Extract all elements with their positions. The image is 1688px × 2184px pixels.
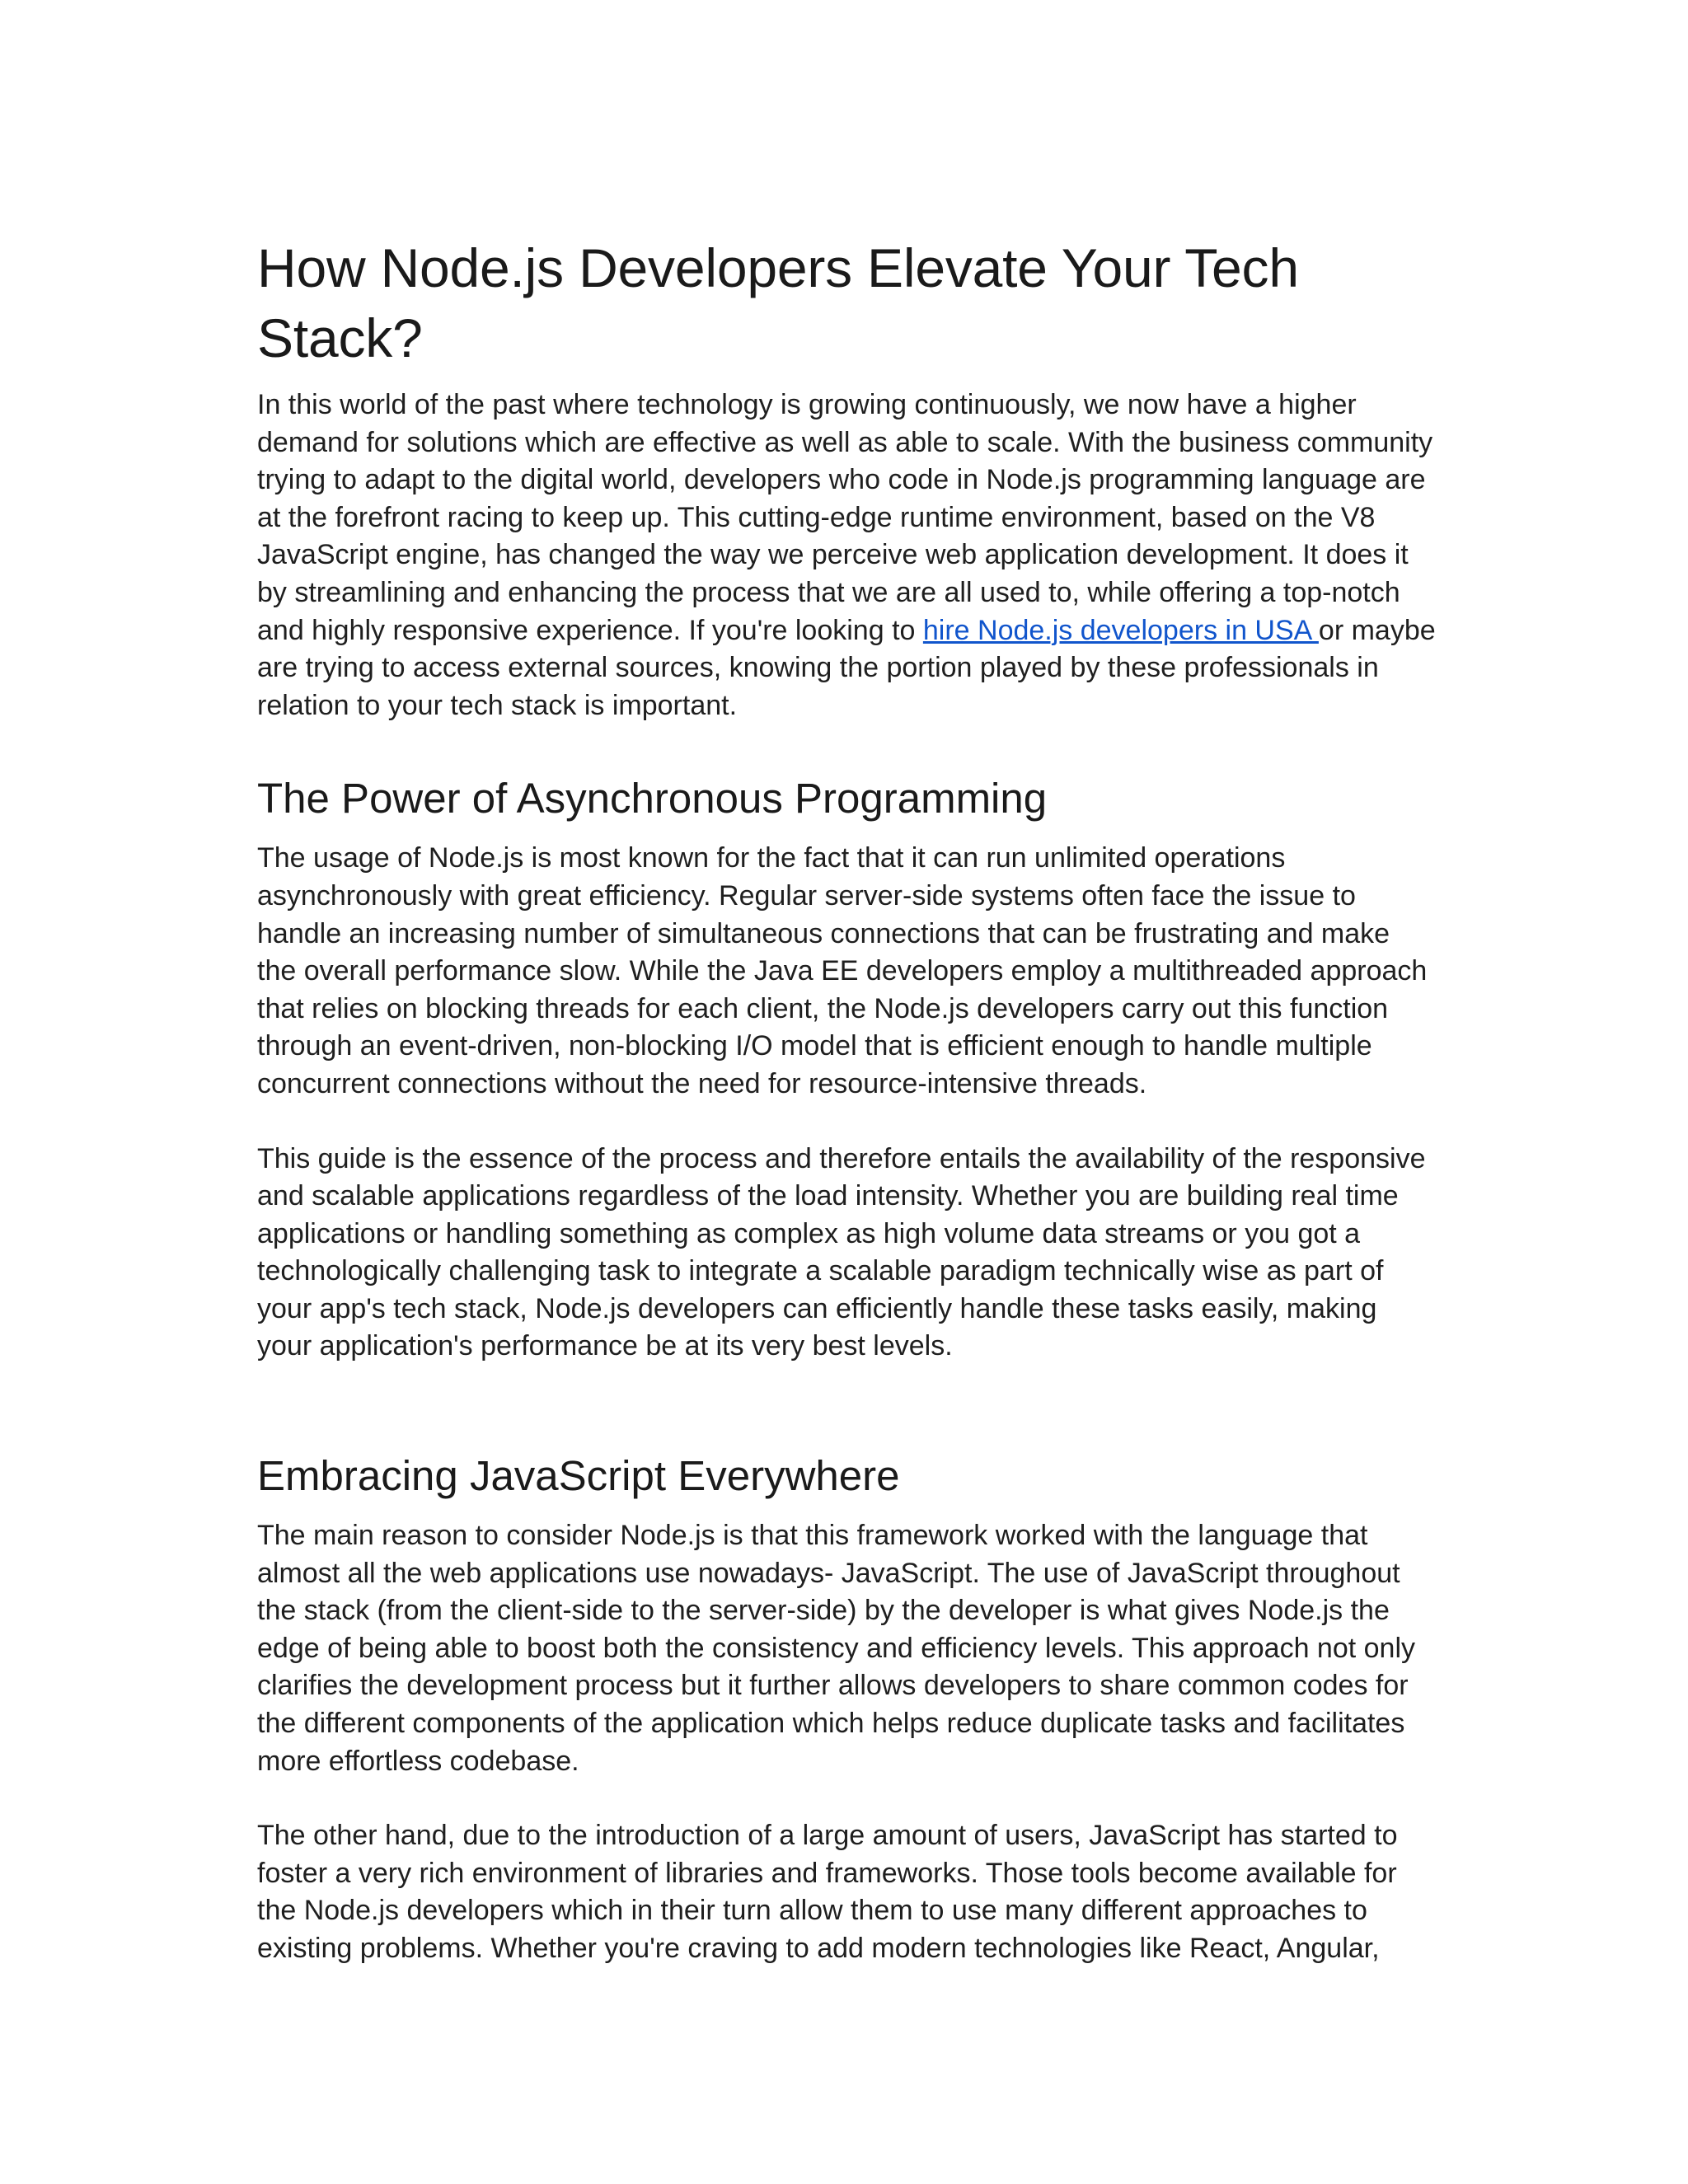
spacer [257,1780,1436,1817]
document-body [257,233,1436,1968]
section-async-paragraph-1: The usage of Node.js is most known for the fact that it can run unlimited operations asynchronously with great efficiency. Regular server-side systems often face the issue to handle an increasing number of simultaneous connections that can be frustrating and make the overall performance slow. While the Java EE developers employ a multithreaded approach that relies on blocking threads for each client, the Node.js developers carry out this function through an event-driven, non-blocking I/O model that is efficient enough to handle multiple concurrent connections without the need for resource-intensive threads. [257,842,1428,1099]
spacer [257,1104,1436,1141]
document-title: How Node.js Developers Elevate Your Tech Stack? [257,237,1299,368]
section-javascript-paragraph-1: The main reason to consider Node.js is that this framework worked with the language that almost all the web applications use nowadays- JavaScript. The use of JavaScript throughout the stack (from the client-side to the server-side) by the developer is what gives Node.js the edge of being able to boost both the consistency and efficiency levels. This approach not only clarifies the development process but it further allows developers to share common codes for the different components of the application which helps reduce duplicate tasks and facilitates more effortless codebase. [257,1520,1416,1777]
section-async-paragraph-2: This guide is the essence of the process and therefore entails the availability of the responsive and scalable applications regardless of the load intensity. Whether you are building real time applications or handling something as complex as high volume data streams or you got a technologically challenging task to integrate a scalable paradigm technically wise as part of your app's tech stack, Node.js developers can efficiently handle these tasks easily, making your application's performance be at its very best levels. [257,1142,1426,1362]
intro-text-before-link: In this world of the past where technology is growing continuously, we now have a higher demand for solutions which are effective as well as able to scale. With the business community trying to adapt to the digital world, developers who code in Node.js programming language are at the forefront racing to keep up. This cutting-edge runtime environment, based on the V8 JavaScript engine, has changed the way we perceive web application development. It does it by streamlining and enhancing the process that we are all used to, while offering a top-notch and highly responsive experience. If you're looking to [257,389,1433,646]
section-javascript-paragraph-2: The other hand, due to the introduction of a large amount of users, JavaScript has started to foster a very rich environment of libraries and frameworks. Those tools become available for the Node.js developers which in their turn allow them to use many different approaches to existing problems. Whether you're craving to add modern technologies like React, Angular, [257,1820,1398,1964]
spacer [257,1366,1436,1451]
section-heading-javascript: Embracing JavaScript Everywhere [257,1452,900,1500]
section-heading-async: The Power of Asynchronous Programming [257,775,1048,823]
hire-nodejs-developers-link[interactable]: hire Node.js developers in USA [922,614,1319,646]
intro-text-after-link: or maybe are trying to access external sources, knowing the portion played by these professionals in relation to your tech stack is important. [257,614,1436,721]
spacer [257,724,1436,774]
intro-paragraph [257,387,1436,724]
